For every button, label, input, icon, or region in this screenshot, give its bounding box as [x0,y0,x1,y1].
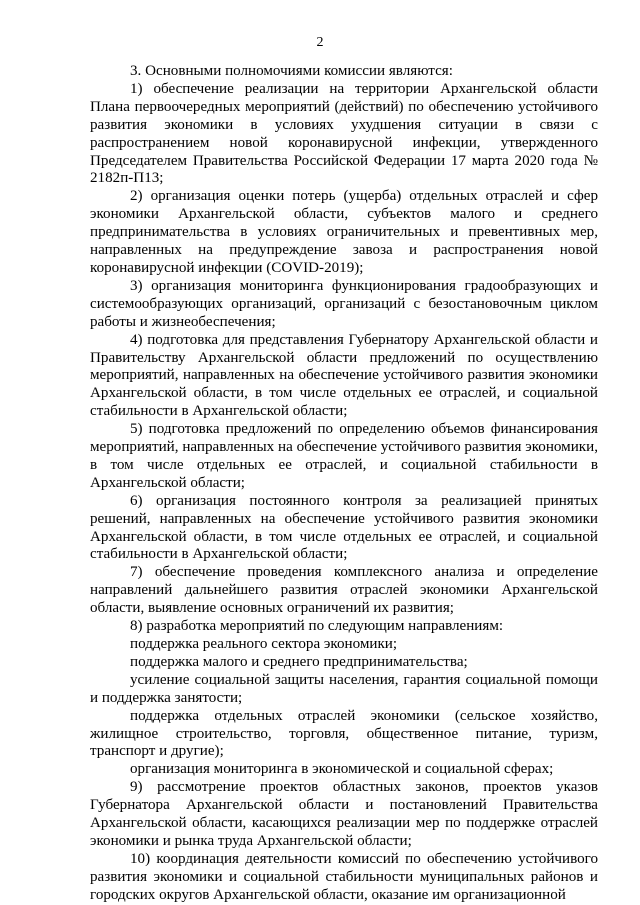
paragraph-item-6: 6) организация постоянного контроля за реализацией принятых решений, направленных на обеспечение устойчивого развития экономики Архангельской области, в том числе отдельных ее отраслей, и социальной стабильности в Архангельской области; [90,492,598,563]
paragraph-section-3-heading: 3. Основными полномочиями комиссии являются: [130,63,453,79]
paragraph-item-5: 5) подготовка предложений по определению объемов финансирования мероприятий, направленных на обеспечение устойчивого развития экономики, в том числе отдельных ее отраслей, и социальной стабильности в Архангельской области; [90,421,598,491]
page-number: 2 [316,35,324,50]
document-body [90,63,598,905]
paragraph-item-7: 7) обеспечение проведения комплексного анализа и определение направлений дальнейшего развития отраслей экономики Архангельской области, выявление основных ограничений их развития; [90,564,598,617]
paragraph-item-1: 1) обеспечение реализации на территории Архангельской области Плана первоочередных мероприятий (действий) по обеспечению устойчивого развития экономики в условиях ухудшения ситуации в связи с распространением новой коронавирусной инфекции, утвержденного Председателем Правительства Российской Федерации 17 марта 2020 года № 2182п-П13; [90,80,598,187]
paragraph-item-8-direction-5: организация мониторинга в экономической и социальной сферах; [130,761,554,778]
paragraph-item-3: 3) организация мониторинга функционирования градообразующих и системообразующих организаций, организаций с безостановочным циклом работы и жизнеобеспечения; [90,277,598,330]
paragraph-item-9: 9) рассмотрение проектов областных законов, проектов указов Губернатора Архангельской области и постановлений Правительства Архангельской области, касающихся реализации мер по поддержке отраслей экономики и рынка труда Архангельской области; [90,779,598,849]
paragraph-item-10: 10) координация деятельности комиссий по обеспечению устойчивого развития экономики и социальной стабильности муниципальных районов и городских округов Архангельской области, оказание им организационной [90,850,598,903]
paragraph-item-8: 8) разработка мероприятий по следующим направлениям: [130,618,504,635]
paragraph-item-8-direction-3: усиление социальной защиты населения, гарантия социальной помощи и поддержка занятости; [90,671,598,706]
paragraph-item-8-direction-2: поддержка малого и среднего предпринимательства; [130,653,468,670]
paragraph-item-8-direction-1: поддержка реального сектора экономики; [130,636,398,652]
paragraph-item-4: 4) подготовка для представления Губернатору Архангельской области и Правительству Архангельской области предложений по осуществлению мероприятий, направленных на обеспечение устойчивого развития экономики Архангельской области, в том числе отдельных ее отраслей, и социальной стабильности в Архангельской области; [90,331,598,420]
paragraph-item-2: 2) организация оценки потерь (ущерба) отдельных отраслей и сфер экономики Архангельской области, субъектов малого и среднего предпринимательства в условиях ограничительных и превентивных мер, направленных на предупреждение завоза и распространения новой коронавирусной инфекции (COVID-2019); [90,188,598,276]
paragraph-item-8-direction-4: поддержка отдельных отраслей экономики (сельское хозяйство, жилищное строительство, торговля, общественное питание, туризм, транспорт и другие); [90,707,598,760]
